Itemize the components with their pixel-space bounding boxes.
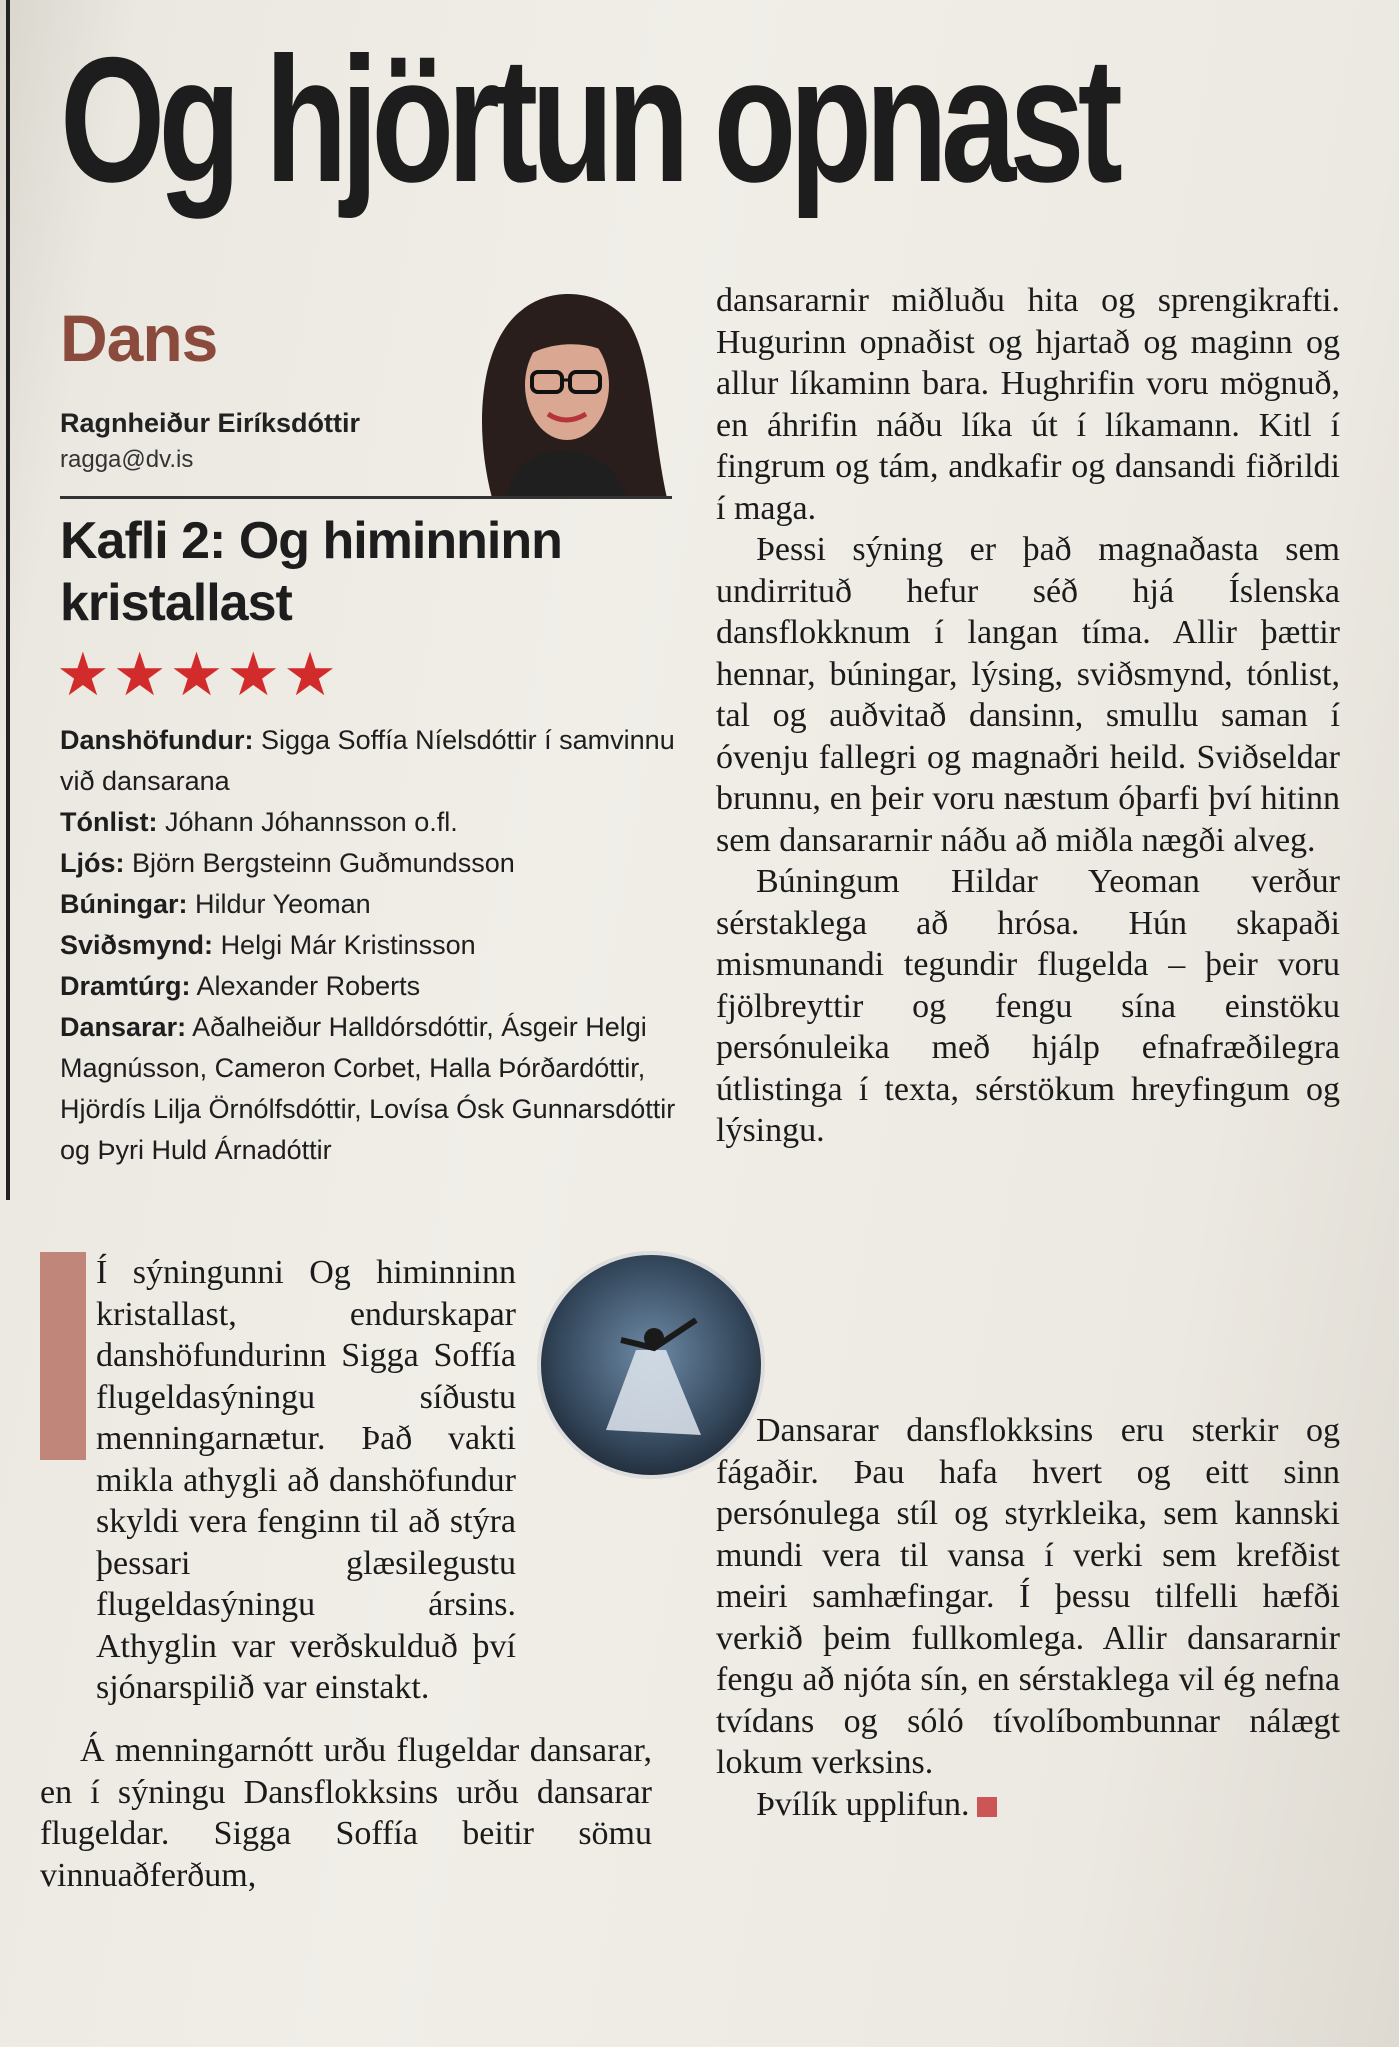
column-rule <box>6 0 10 1200</box>
headline: Og hjörtun opnast <box>60 20 1116 219</box>
credit-label: Danshöfundur: <box>60 725 254 755</box>
credit-value: Hildur Yeoman <box>195 889 371 919</box>
section-kicker: Dans <box>60 301 218 375</box>
paragraph: dansararnir miðluðu hita og sprengikrafti. Hugurinn opnaðist og hjartað og maginn og allur líkaminn bara. Hughrifin voru mögnuð, en áhrifin náðu líka út í líkamann. Kitl í fingrum og tám, andkafir og dansandi fiðrildi í maga. <box>716 282 1340 527</box>
credit-label: Tónlist: <box>60 807 158 837</box>
body-column-right-lower <box>716 1410 1340 1825</box>
author-email: ragga@dv.is <box>60 446 194 473</box>
drop-cap-bar <box>40 1252 86 1460</box>
credit-label: Dansarar: <box>60 1012 187 1042</box>
byline-rule <box>60 496 672 499</box>
credit-label: Sviðsmynd: <box>60 930 214 960</box>
credit-line <box>60 843 680 884</box>
show-title: Kafli 2: Og himinninn kristallast <box>60 512 562 632</box>
credit-line <box>60 925 680 966</box>
credits-list <box>60 720 680 1171</box>
credit-value: Alexander Roberts <box>196 971 421 1001</box>
closing-line: Þvílík upplifun. <box>756 1785 970 1823</box>
credit-label: Ljós: <box>60 848 125 878</box>
paragraph: Í sýningunni Og himinninn kristallast, endurskapar danshöfundurinn Sigga Soffía flugeldasýningu síðustu menningarnætur. Það vakti mikla athygli að danshöfundur skyldi vera fenginn til að stýra þessari glæsilegustu flugeldasýningu ársins. Athyglin var verðskulduð því sjónarspilið var einstakt. <box>96 1254 516 1706</box>
credit-line <box>60 966 680 1007</box>
paragraph: Á menningarnótt urðu flugeldar dansarar, en í sýningu Dansflokksins urðu dansarar flugeldar. Sigga Soffía beitir sömu vinnuaðferðum, <box>40 1732 652 1894</box>
credit-value: Helgi Már Kristinsson <box>220 930 476 960</box>
credit-line <box>60 884 680 925</box>
credit-value: Jóhann Jóhannsson o.fl. <box>165 807 458 837</box>
paragraph: Þessi sýning er það magnaðasta sem undirrituð hefur séð hjá Íslenska dansflokknum í langan tíma. Allir þættir hennar, búningar, lýsing, sviðsmynd, tónlist, tal og auðvitað dansinn, smullu saman í óvenju fallegri og magnaðri heild. Sviðseldar brunnu, en þeir voru næstum óþarfi því hitinn sem dansararnir náðu að miðla nægði alveg. <box>716 531 1340 859</box>
paragraph: Dansarar dansflokksins eru sterkir og fágaðir. Þau hafa hvert og eitt sinn persónulega stíl og styrkleika, sem kannski mundi vera til vansa í verki sem krefðist meiri samhæfingar. Í þessu tilfelli hæfði verkið þeim fullkomlega. Allir dansararnir fengu að njóta sín, en sérstaklega vil ég nefna tvídans og sóló tívolíbombunnar nálægt lokum verksins. <box>716 1412 1340 1781</box>
end-mark-icon <box>977 1797 997 1817</box>
body-column-right <box>716 280 1340 1152</box>
paragraph: Búningum Hildar Yeoman verður sérstaklega að hrósa. Hún skapaði mismunandi tegundir flugelda – þeir voru fjölbreyttir og fengu sína einstöku persónuleika með hjálp efnafræðilegra útlistinga í texta, sérstökum hreyfingum og lýsingu. <box>716 863 1340 1149</box>
credit-value: Sigga Soffía Níelsdóttir í samvinnu við dansarana <box>60 725 675 796</box>
author-portrait <box>452 280 672 498</box>
rating-stars: ★★★★★ <box>56 640 340 710</box>
paragraph <box>716 1784 1340 1826</box>
credit-value: Björn Bergsteinn Guðmundsson <box>132 848 515 878</box>
credit-line <box>60 802 680 843</box>
credit-line <box>60 720 680 802</box>
author-name: Ragnheiður Eiríksdóttir <box>60 408 361 438</box>
credit-value: Aðalheiður Halldórsdóttir, Ásgeir Helgi Magnússon, Cameron Corbet, Halla Þórðardóttir, Hjördís Lilja Örnólfsdóttir, Lovísa Ósk Gunnarsdóttir og Þyri Huld Árnadóttir <box>60 1012 676 1165</box>
credit-line <box>60 1007 680 1171</box>
body-column-left-lower <box>40 1730 652 1896</box>
credit-label: Búningar: <box>60 889 188 919</box>
credit-label: Dramtúrg: <box>60 971 191 1001</box>
